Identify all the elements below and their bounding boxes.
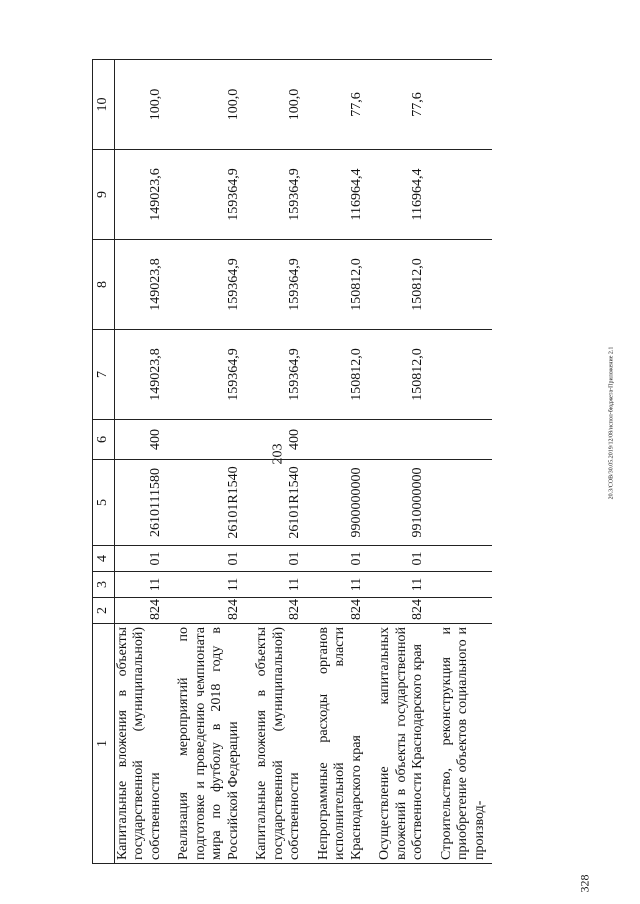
table-row (114, 60, 168, 864)
row-isp: 116964,4 (377, 150, 431, 240)
row-ved: 824 (254, 598, 308, 624)
table-row (377, 60, 431, 864)
page-number: 203 (270, 443, 286, 465)
header-cell: 10 (93, 60, 115, 150)
row-utv: 149023,8 (114, 240, 168, 330)
row-pr: 01 (316, 546, 370, 572)
row-plan (439, 330, 493, 420)
row-rz (439, 572, 493, 598)
row-isp: 149023,6 (114, 150, 168, 240)
row-csr: 9900000000 (316, 460, 370, 546)
row-pct: 100,0 (254, 60, 308, 150)
row-plan: 159364,9 (176, 330, 246, 420)
row-name: Осуществление капитальных вложений в объекты государственной собственности Краснодарского края (377, 624, 431, 864)
row-isp: 159364,9 (254, 150, 308, 240)
table-row (254, 60, 308, 864)
row-vr (176, 420, 246, 460)
row-spacer (369, 60, 377, 864)
row-ved: 824 (176, 598, 246, 624)
row-rz: 11 (114, 572, 168, 598)
row-pr: 01 (377, 546, 431, 572)
budget-table (92, 59, 492, 864)
rotated-table-container (92, 60, 592, 864)
table-header-row (93, 60, 115, 864)
row-pr: 01 (254, 546, 308, 572)
header-cell: 2 (93, 598, 115, 624)
row-plan: 150812,0 (316, 330, 370, 420)
row-spacer (308, 60, 316, 864)
row-pct: 100,0 (176, 60, 246, 150)
header-cell: 9 (93, 150, 115, 240)
row-pct: 100,0 (114, 60, 168, 150)
row-rz: 11 (176, 572, 246, 598)
row-spacer (431, 60, 439, 864)
row-vr (316, 420, 370, 460)
row-vr (377, 420, 431, 460)
row-name: Капитальные вложения в объекты государственной (муниципальной) собственности (114, 624, 168, 864)
row-rz: 11 (316, 572, 370, 598)
header-cell: 5 (93, 460, 115, 546)
row-pct: 77,6 (316, 60, 370, 150)
row-rz: 11 (254, 572, 308, 598)
row-csr: 26101R1540 (176, 460, 246, 546)
row-plan: 150812,0 (377, 330, 431, 420)
row-pr: 01 (176, 546, 246, 572)
row-utv: 159364,9 (176, 240, 246, 330)
row-vr: 400 (254, 420, 308, 460)
table-row (176, 60, 246, 864)
corner-page-number: 328 (577, 874, 592, 893)
row-utv: 150812,0 (377, 240, 431, 330)
row-csr: 9910000000 (377, 460, 431, 546)
row-vr (439, 420, 493, 460)
row-vr: 400 (114, 420, 168, 460)
row-utv: 150812,0 (316, 240, 370, 330)
footer-file-path: 20.3/СОВ/30.05.2019/12/08/испол-бюджета-Приложение 2.1 (608, 346, 615, 500)
row-plan: 159364,9 (254, 330, 308, 420)
row-ved: 824 (316, 598, 370, 624)
header-cell: 3 (93, 572, 115, 598)
table-row (316, 60, 370, 864)
header-cell: 6 (93, 420, 115, 460)
row-rz: 11 (377, 572, 431, 598)
row-ved (439, 598, 493, 624)
header-cell: 8 (93, 240, 115, 330)
row-pr (439, 546, 493, 572)
row-ved: 824 (114, 598, 168, 624)
row-pr: 01 (114, 546, 168, 572)
row-csr: 26101R1540 (254, 460, 308, 546)
header-cell: 7 (93, 330, 115, 420)
row-spacer (168, 60, 176, 864)
row-name: Непрограммные расходы органов исполнительной власти Краснодарского края (316, 624, 370, 864)
row-name: Строительство, реконструкция и приобретение объектов социального и производ- (439, 624, 493, 864)
row-csr: 2610111580 (114, 460, 168, 546)
row-plan: 149023,8 (114, 330, 168, 420)
row-name: Реализация мероприятий по подготовке и проведению чемпионата мира по футболу в 2018 году в Российской Федерации (176, 624, 246, 864)
row-isp: 116964,4 (316, 150, 370, 240)
header-cell: 1 (93, 624, 115, 864)
row-spacer (246, 60, 254, 864)
row-utv: 159364,9 (254, 240, 308, 330)
header-cell: 4 (93, 546, 115, 572)
row-pct: 77,6 (377, 60, 431, 150)
row-csr (439, 460, 493, 546)
table-row (439, 60, 493, 864)
row-pct (439, 60, 493, 150)
row-isp: 159364,9 (176, 150, 246, 240)
row-name: Капитальные вложения в объекты государственной (муниципальной) собственности (254, 624, 308, 864)
row-ved: 824 (377, 598, 431, 624)
row-utv (439, 240, 493, 330)
row-isp (439, 150, 493, 240)
